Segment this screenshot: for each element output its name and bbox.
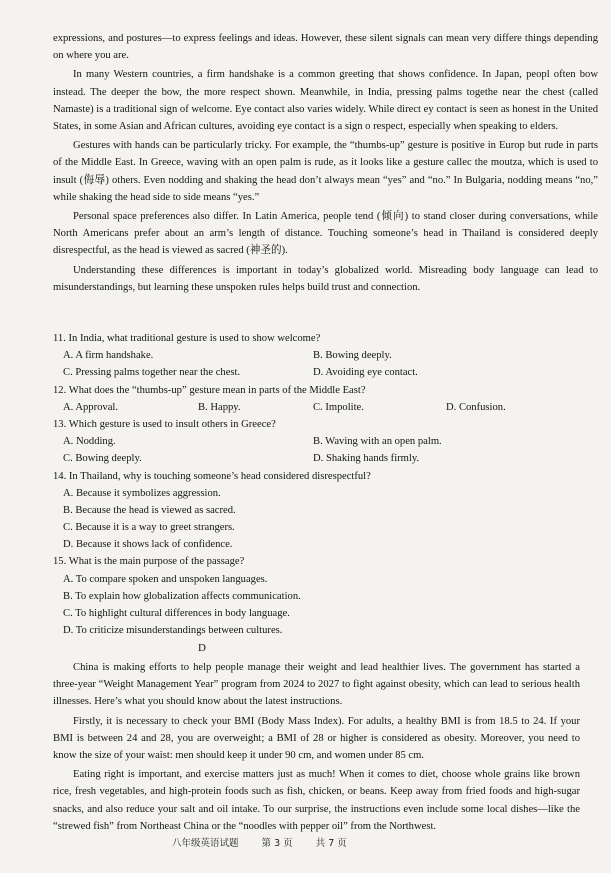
option-b: B. Bowing deeply.	[313, 350, 392, 362]
question-15	[53, 553, 598, 639]
paragraph: In many Western countries, a firm handshake is a common greeting that shows confidence. In Japan, peopl often bow instead. The deeper the bow, the more respect shown. Meanwhile, in India, pressing palms togethe near the chest (called Namaste) is a traditional sign of welcome. Eye contact also varies widely. While direct ey contact is seen as honest in the United States, in some Asian and African cultures, avoiding eye contact is a sign o respect, especially when speaking to elders.	[53, 69, 598, 133]
question-12	[53, 382, 598, 416]
question-stem: 14. In Thailand, why is touching someone’s head considered disrespectful?	[53, 470, 371, 482]
paragraph: Eating right is important, and exercise matters just as much! When it comes to diet, choose whole grains like brown rice, fresh vegetables, and high-protein foods such as fish, chicken, or beans. Keep away from fried foods and high-sugar snacks, and also reduce your salt and oil intake. To our surprise, the instructions even include some local dishes—like the “strewed fish” from Northeast China or the “noodles with pepper oil” from the Northwest.	[53, 769, 580, 832]
option-b: B. To explain how globalization affects communication.	[63, 590, 301, 602]
question-list	[53, 330, 598, 639]
page-number: 第 3 页	[261, 838, 293, 849]
paragraph: Understanding these differences is important in today’s globalized world. Misreading body language can lead to misunderstandings, but learning these unspoken rules helps build trust and connection.	[53, 264, 598, 293]
paragraph: Personal space preferences also differ. In Latin America, people tend (倾向) to stand closer during conversations, while North Americans prefer about an arm’s length of distance. Touching someone’s head in Thailand is considered deeply disrespectful, as the head is viewed as sacred (神圣的).	[53, 211, 598, 257]
paragraph: Gestures with hands can be particularly tricky. For example, the “thumbs-up” gesture is positive in Europ but rude in parts of the Middle East. In Greece, waving with an open palm is rude, as it looks like a gesture callec the moutza, which is used to insult (侮辱) others. Even nodding and shaking the head don’t always mean “yes” and “no.” In Bulgaria, nodding means “no,” while shaking the head side to side means “yes.”	[53, 140, 598, 203]
question-stem: 13. Which gesture is used to insult others in Greece?	[53, 418, 276, 430]
option-b: B. Waving with an open palm.	[313, 436, 442, 448]
option-c: C. To highlight cultural differences in body language.	[63, 608, 290, 619]
option-c: C. Impolite.	[313, 401, 364, 413]
option-b: B. Because the head is viewed as sacred.	[63, 504, 236, 516]
option-c: C. Because it is a way to greet strangers.	[63, 522, 235, 534]
option-d: D. Confusion.	[446, 401, 506, 413]
question-13	[53, 416, 598, 468]
question-14	[53, 468, 598, 554]
exam-title: 八年级英语试题	[172, 838, 239, 849]
option-d: D. To criticize misunderstandings between cultures.	[63, 625, 283, 637]
question-stem: 12. What does the “thumbs-up” gesture mean in parts of the Middle East?	[53, 384, 366, 396]
page-footer	[172, 835, 367, 849]
option-d: D. Because it shows lack of confidence.	[63, 539, 233, 551]
option-d: D. Shaking hands firmly.	[313, 453, 420, 465]
section-letter: D	[198, 642, 206, 654]
paragraph: Firstly, it is necessary to check your BMI (Body Mass Index). For adults, a healthy BMI is from 18.5 to 24. If your BMI is between 24 and 28, you are overweight; a BMI of 28 or higher is considered as obesity. Moreover, you need to know the size of your waist: men should keep it under 90 cm, and women under 85 cm.	[53, 715, 580, 762]
question-stem: 15. What is the main purpose of the passage?	[53, 556, 245, 568]
option-d: D. Avoiding eye contact.	[313, 367, 418, 379]
option-c: C. Pressing palms together near the chest.	[63, 367, 241, 379]
question-stem: 11. In India, what traditional gesture is used to show welcome?	[53, 333, 321, 344]
option-a: A. Because it symbolizes aggression.	[63, 487, 221, 499]
option-b: B. Happy.	[198, 401, 241, 413]
option-a: A. Nodding.	[63, 436, 116, 448]
option-a: A. A firm handshake.	[63, 350, 154, 362]
passage-c	[53, 30, 598, 298]
paragraph: expressions, and postures—to express feelings and ideas. However, these silent signals can mean very differe things depending on where you are.	[53, 33, 598, 62]
page-total: 共 7 页	[315, 838, 347, 849]
option-a: A. To compare spoken and unspoken languages.	[63, 573, 268, 585]
option-a: A. Approval.	[63, 401, 119, 413]
option-c: C. Bowing deeply.	[63, 453, 142, 465]
passage-d	[53, 659, 580, 837]
paragraph: China is making efforts to help people manage their weight and lead healthier lives. The government has started a three-year “Weight Management Year” program from 2024 to 2027 to fight against obesity, which can lead to serious health illnesses. Here’s what you should know about the latest instructions.	[53, 662, 580, 708]
question-11	[53, 330, 598, 382]
